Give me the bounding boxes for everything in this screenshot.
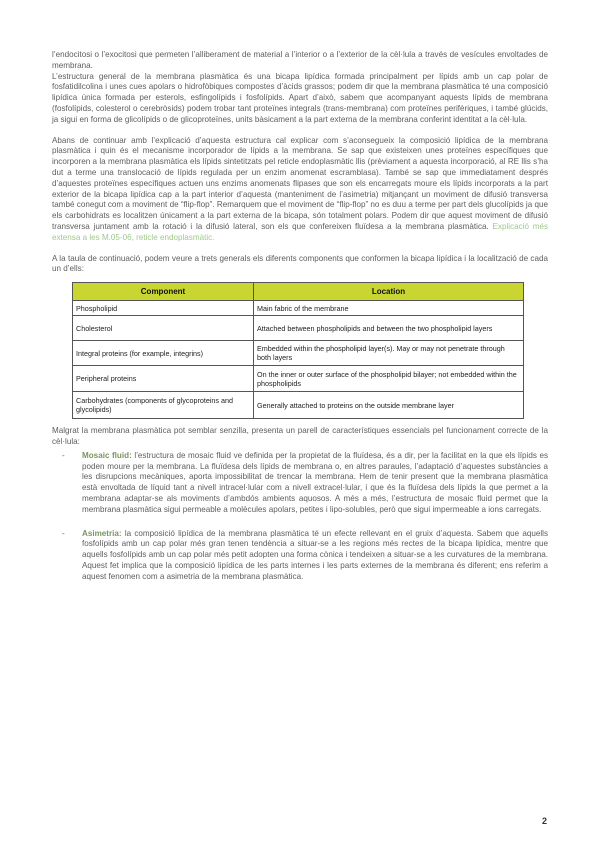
bullet-term: Asimetria: [82,528,122,538]
paragraph-lipid-incorporation [52,136,548,244]
spacer [52,126,548,136]
table-cell-component: Peripheral proteins [73,366,254,392]
table-cell-location: Attached between phospholipids and between the two phospholipid layers [254,316,524,341]
bullet-body: l’estructura de mosaic fluid ve definida per la propietat de la fluïdesa, és a dir, per la facilitat en la que els lípids es poden moure per la membrana. La fluïdesa dels lípids de membrana o, en altres paraules, l’adaptació d’aquestes substàncies a les disrupcions mecàniques, aporta impossibilitat de trencar la membrana. Hem de tenir present que la membrana plasmàtica està envoltada de líquid tant a nivell intracel·lular com a nivell extracel·lular, i que és la fluïdesa dels lípids la que permet a la membrana adaptar-se als moviments d’ambdós ambients aquosos. A més a més, l’estructura de mosaic fluid permet que la membrana plasmàtica sigui permeable a molècules apolars, petites i lipo-solubles, però que sigui impermeable a ions carregats. [82,450,549,514]
page-content [52,50,548,583]
bullet-term: Mosaic fluid: [82,450,132,460]
table-row [73,366,524,392]
table-cell-location: Embedded within the phospholipid layer(s). May or may not penetrate through both layers [254,341,524,366]
table-header-row [73,283,524,301]
paragraph-characteristics-intro: Malgrat la membrana plasmàtica pot semblar senzilla, presenta un parell de característiques essencials pel funcionament correcte de la cèl·lula: [52,426,548,446]
header-component: Component [73,283,254,301]
bullet-dash: - [62,528,65,538]
table-row [73,392,524,419]
page-number: 2 [542,816,548,826]
bullet-mosaic-fluid [52,451,548,516]
reference-link[interactable]: Explicació més extensa a les M.05-06, reticle endoplasmàtic. [52,221,549,242]
bullet-body: la composició lipídica de la membrana plasmàtica té un efecte rellevant en el gruix d’aquesta. Sabem que aquells fosfolípids amb un cap polar més gran tenen tendència a situar-se a les regions més rectes de la bicapa lipídica, mentre que aquells fosfolípids amb un cap polar més petit adopten una forma cònica i tendeixen a situar-se a les curvatures de la membrana. Aquest fet implica que la composició lipídica de les parts internes i les parts externes de la membrana és diferent; ens referim a aquest fenomen com a asimetria de la membrana plasmàtica. [82,528,548,581]
table-cell-location: On the inner or outer surface of the phospholipid bilayer; not embedded within the phospholipids [254,366,524,392]
bullet-dash: - [62,450,65,460]
bullet-text [82,529,548,583]
paragraph-table-intro: A la taula de continuació, podem veure a trets generals els diferents components que conformen la bicapa lipídica i la localització de cada un d’ells: [52,253,548,274]
table-cell-component: Integral proteins (for example, integrins) [73,341,254,366]
paragraph-endocytosis: l’endocitosi o l’exocitosi que permeten l’alliberament de material a l’interior o a l’exterior de la cèl·lula a través de vesícules envoltades de membrana. [52,50,548,70]
table-cell-location: Main fabric of the membrane [254,301,524,316]
components-table [72,282,524,419]
table-row [73,316,524,341]
table-row [73,341,524,366]
bullet-asymmetry [52,529,548,583]
table-cell-location: Generally attached to proteins on the outside membrane layer [254,392,524,419]
spacer [52,244,548,254]
paragraph-membrane-structure: L’estructura general de la membrana plasmàtica és una bicapa lipídica formada principalment per lípids amb un cap polar de fosfatidilcolina i unes cues apolars o hidrofòbiques compostes d’àcids grassos; podem dir que la membrana plasmàtica té una composició lipídica única formada per esterols, esfingolípids i fosfolípids. Apart d’això, sabem que acompanyant aquests lípids de membrana (fosfolípids, colesterol o cerebròsids) podem trobar tant proteïnes integrals (trans-membrana) com proteïnes perifèriques, i també glúcids, ja sigui en forma de glicolípids o de glicoproteïnes, units bàsicament a la part externa de la membrana conferint identitat a la cèl·lula. [52,71,548,124]
table-cell-component: Phospholipid [73,301,254,316]
bullet-text [82,451,548,516]
table-cell-component: Cholesterol [73,316,254,341]
table-row [73,301,524,316]
table-cell-component: Carbohydrates (components of glycoproteins and glycolipids) [73,392,254,419]
lipid-incorporation-text: Abans de continuar amb l’explicació d’aquesta estructura cal explicar com s’aconsegueix la composició lipídica de la membrana plasmàtica i quin és el mecanisme incorporador de lípids a la membrana. Se sap que existeixen unes proteïnes específiques que incorporen a la membrana plasmàtica els lípids sintetitzats pel reticle endoplasmàtic llis (prèviament a aquesta incorporació, al RE llis s’ha dut a terme una translocació de lípids regulada per un enzim anomenat escramblasa). També se sap que immediatament després d’aquestes proteïnes específiques actuen uns enzims anomenats flipases que son els encarregats moure els lípids incorporats a la part exterior de la bicapa lipídica cap a la part interior d’aquesta (manteniment de l’asimetria) mitjançant un moviment de difusió transversa també conegut com a moviment de “flip-flop”. Remarquem que el moviment de “flip-flop” no es duu a terme per part dels glucolípids ja que els carbohidrats es localitzen únicament a la part externa de la bicapa, són totalment polars. Podem dir que aquest moviment de difusió transversa juntament amb la rotació i la difusió lateral, son els que confereixen fluïdesa a la membrana plasmàtica. [52,135,548,231]
spacer [52,516,548,526]
header-location: Location [254,283,524,301]
